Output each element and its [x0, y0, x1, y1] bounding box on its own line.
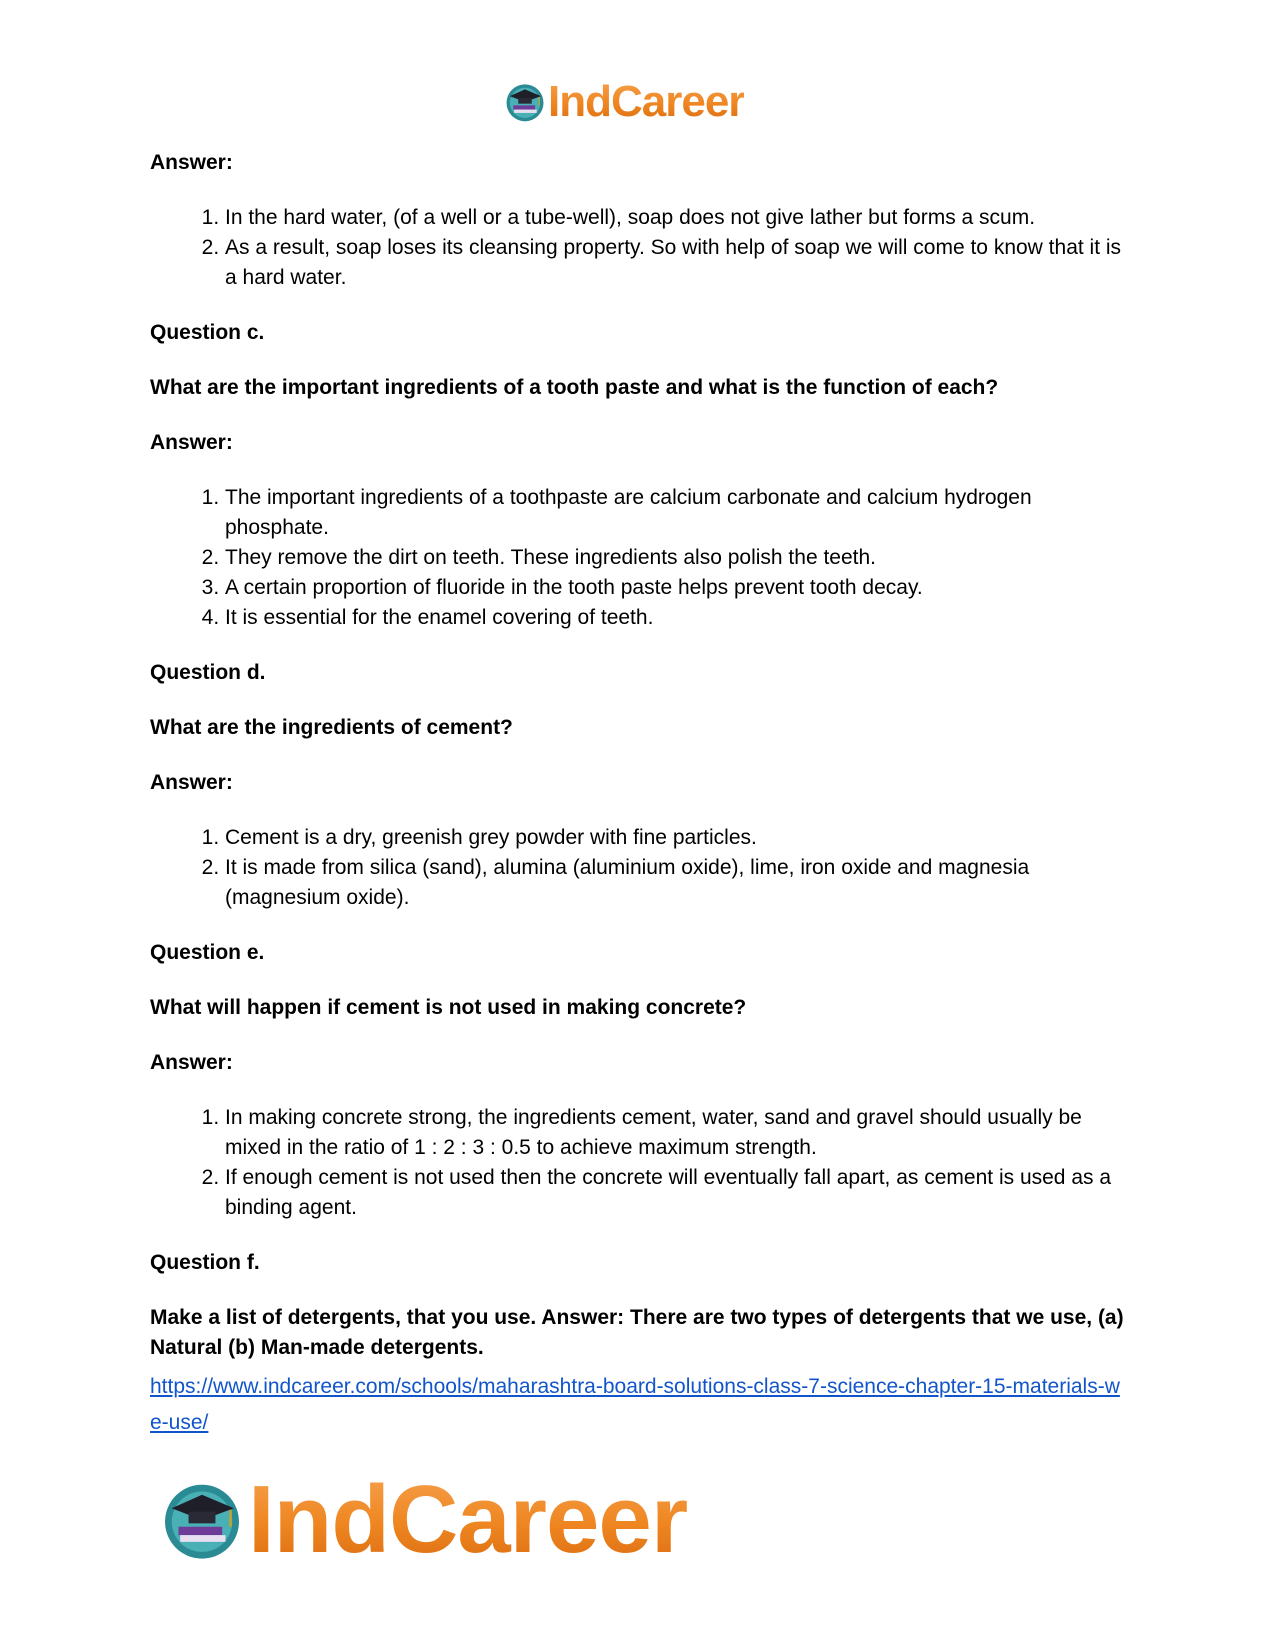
answer-list-b	[150, 203, 1125, 293]
list-item: 2. It is made from silica (sand), alumina (aluminium oxide), lime, iron oxide and magnesia (magnesium oxide).	[225, 853, 1125, 913]
answer-label: Answer:	[150, 431, 233, 454]
brand-name: IndCareer	[548, 77, 745, 126]
answer-label: Answer:	[150, 1051, 233, 1074]
list-item: 2. They remove the dirt on teeth. These ingredients also polish the teeth.	[225, 543, 1125, 573]
answer-list-c	[150, 483, 1125, 633]
question-text: What will happen if cement is not used in making concrete?	[150, 996, 747, 1019]
answer-label: Answer:	[150, 151, 233, 174]
list-item: 4. It is essential for the enamel covering of teeth.	[225, 603, 1125, 633]
question-label: Question c.	[150, 321, 265, 344]
question-label: Question d.	[150, 661, 266, 684]
question-text: What are the ingredients of cement?	[150, 716, 513, 739]
answer-list-d	[150, 823, 1125, 913]
question-text: Make a list of detergents, that you use. Answer: There are two types of detergents that we use, (a) Natural (b) Man-made detergents.	[150, 1306, 1124, 1359]
list-item: 1. Cement is a dry, greenish grey powder with fine particles.	[225, 823, 1125, 853]
source-link[interactable]: https://www.indcareer.com/schools/maharashtra-board-solutions-class-7-science-chapter-15-materials-we-use/	[150, 1375, 1120, 1434]
brand-name: IndCareer	[248, 1466, 688, 1573]
list-item: 1. The important ingredients of a toothpaste are calcium carbonate and calcium hydrogen phosphate.	[225, 483, 1125, 543]
question-text: What are the important ingredients of a tooth paste and what is the function of each?	[150, 376, 999, 399]
indcareer-logo-footer	[160, 1466, 688, 1573]
list-item: 2. If enough cement is not used then the concrete will eventually fall apart, as cement is used as a binding agent.	[225, 1163, 1125, 1223]
answer-label: Answer:	[150, 771, 233, 794]
list-item: 1. In making concrete strong, the ingredients cement, water, sand and gravel should usually be mixed in the ratio of 1 : 2 : 3 : 0.5 to achieve maximum strength.	[225, 1103, 1125, 1163]
graduation-cap-icon	[504, 81, 546, 123]
list-item: 2. As a result, soap loses its cleansing property. So with help of soap we will come to know that it is a hard water.	[225, 233, 1125, 293]
list-item: 3. A certain proportion of fluoride in the tooth paste helps prevent tooth decay.	[225, 573, 1125, 603]
answer-list-e	[150, 1103, 1125, 1223]
graduation-cap-icon	[160, 1478, 244, 1562]
indcareer-logo-header	[504, 78, 744, 126]
question-label: Question e.	[150, 941, 265, 964]
list-item: 1. In the hard water, (of a well or a tube-well), soap does not give lather but forms a scum.	[225, 203, 1125, 233]
question-label: Question f.	[150, 1251, 260, 1274]
document-body	[150, 148, 1125, 1441]
